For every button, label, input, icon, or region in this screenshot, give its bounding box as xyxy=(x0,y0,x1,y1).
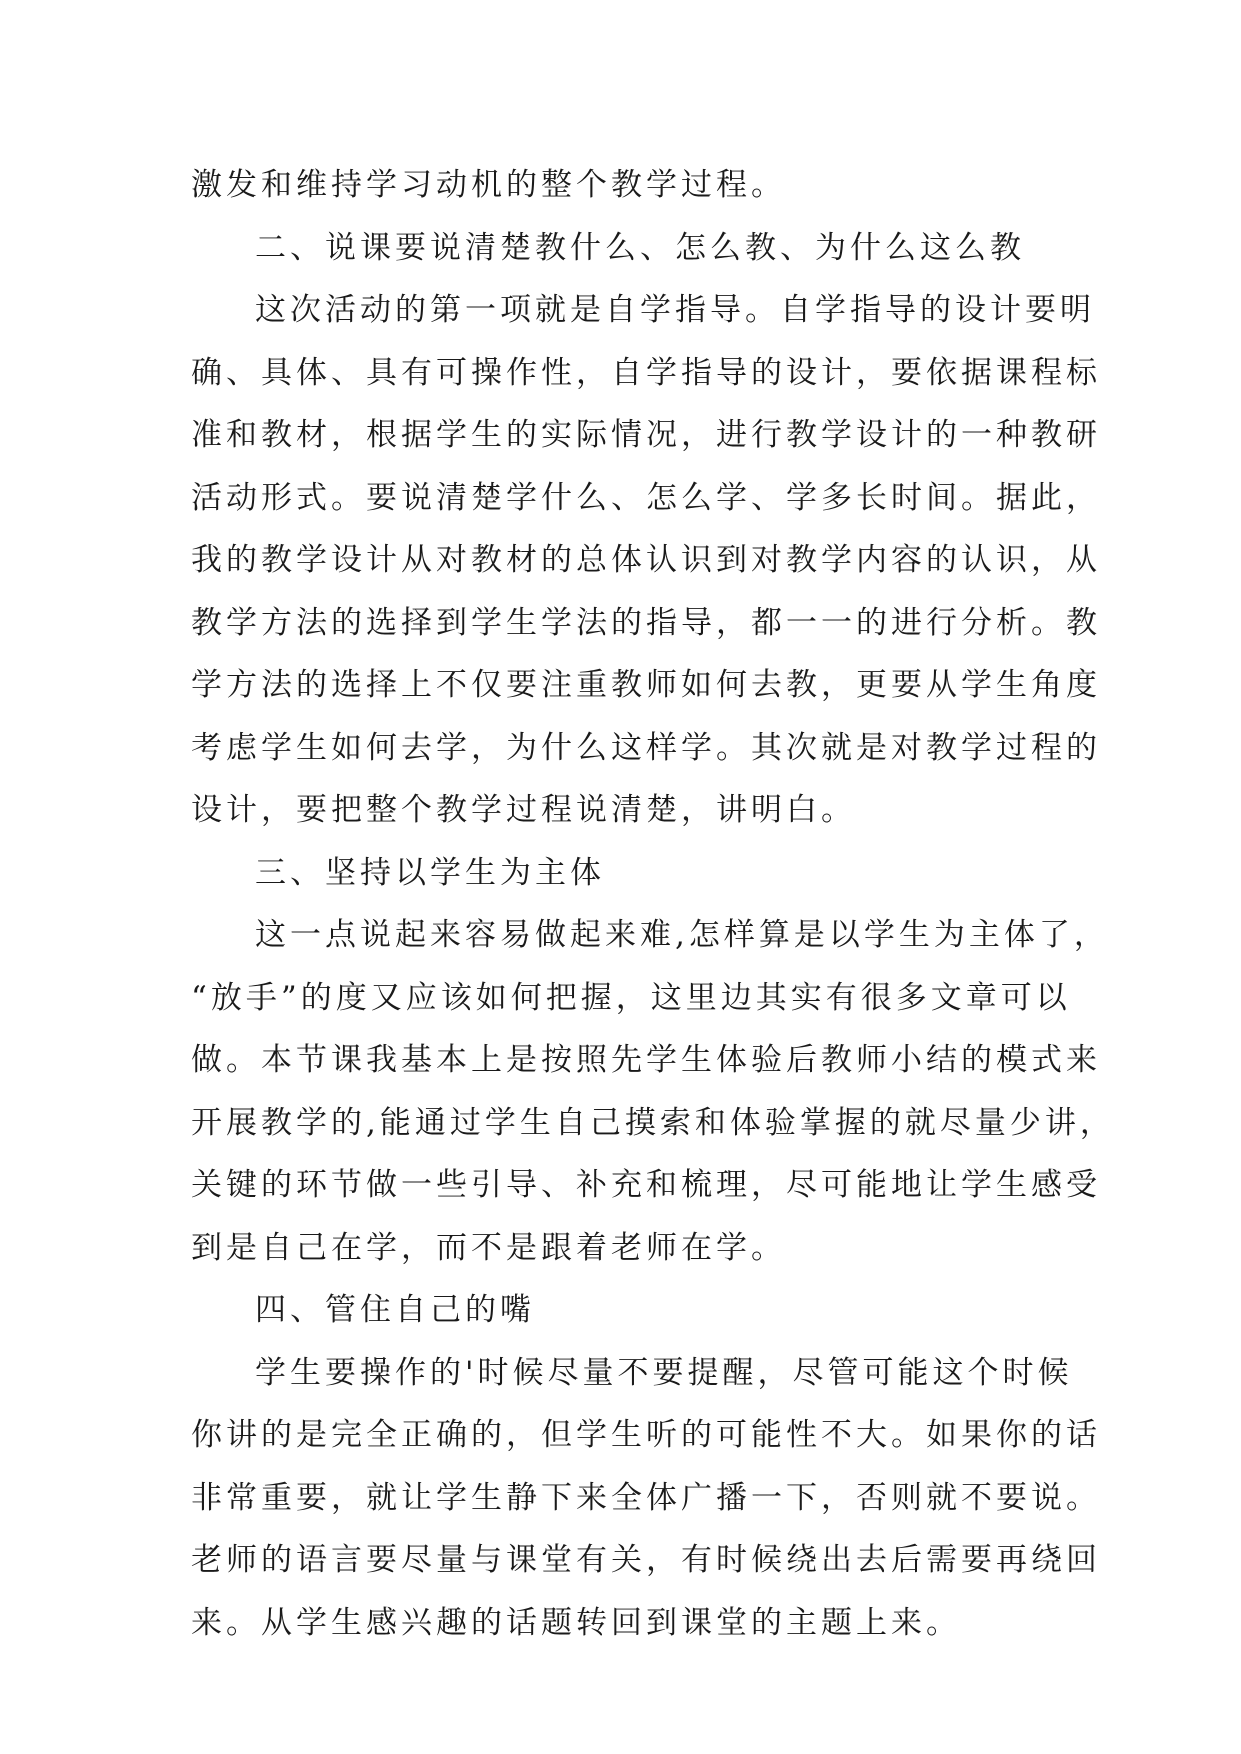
text-line: 我的教学设计从对教材的总体认识到对教学内容的认识，从 xyxy=(191,542,1101,578)
document-body xyxy=(191,154,1115,1654)
text-line: “放手”的度又应该如何把握，这里边其实有很多文章可以 xyxy=(191,979,1071,1016)
text-line: 老师的语言要尽量与课堂有关，有时候绕出去后需要再绕回 xyxy=(191,1542,1101,1578)
text-line: 关键的环节做一些引导、补充和梳理，尽可能地让学生感受 xyxy=(191,1167,1101,1203)
text-line: 考虑学生如何去学，为什么这样学。其次就是对教学过程的 xyxy=(191,729,1101,766)
text-line: 三、坚持以学生为主体 xyxy=(255,854,605,891)
text-line: 这一点说起来容易做起来难,怎样算是以学生为主体了， xyxy=(255,917,1109,953)
text-line: 学生要操作的'时候尽量不要提醒，尽管可能这个时候 xyxy=(255,1354,1073,1391)
text-line: 学方法的选择上不仅要注重教师如何去教，更要从学生角度 xyxy=(191,667,1101,703)
text-line: 开展教学的,能通过学生自己摸索和体验掌握的就尽量少讲， xyxy=(191,1104,1115,1141)
text-line: 你讲的是完全正确的，但学生听的可能性不大。如果你的话 xyxy=(191,1417,1101,1453)
text-line: 这次活动的第一项就是自学指导。自学指导的设计要明 xyxy=(255,292,1095,328)
text-line: 准和教材，根据学生的实际情况，进行教学设计的一种教研 xyxy=(191,417,1101,453)
text-line: 非常重要，就让学生静下来全体广播一下，否则就不要说。 xyxy=(191,1479,1101,1516)
text-line: 教学方法的选择到学生学法的指导，都一一的进行分析。教 xyxy=(191,604,1101,641)
text-line: 激发和维持学习动机的整个教学过程。 xyxy=(191,167,786,203)
text-line: 来。从学生感兴趣的话题转回到课堂的主题上来。 xyxy=(191,1604,961,1641)
text-line: 二、说课要说清楚教什么、怎么教、为什么这么教 xyxy=(255,229,1025,266)
text-line: 活动形式。要说清楚学什么、怎么学、学多长时间。据此， xyxy=(191,479,1101,516)
text-line: 到是自己在学，而不是跟着老师在学。 xyxy=(191,1229,786,1266)
text-line: 确、具体、具有可操作性，自学指导的设计，要依据课程标 xyxy=(191,354,1101,391)
text-line: 四、管住自己的嘴 xyxy=(255,1292,535,1328)
text-line: 设计，要把整个教学过程说清楚，讲明白。 xyxy=(191,792,856,828)
text-line: 做。本节课我基本上是按照先学生体验后教师小结的模式来 xyxy=(191,1042,1101,1078)
